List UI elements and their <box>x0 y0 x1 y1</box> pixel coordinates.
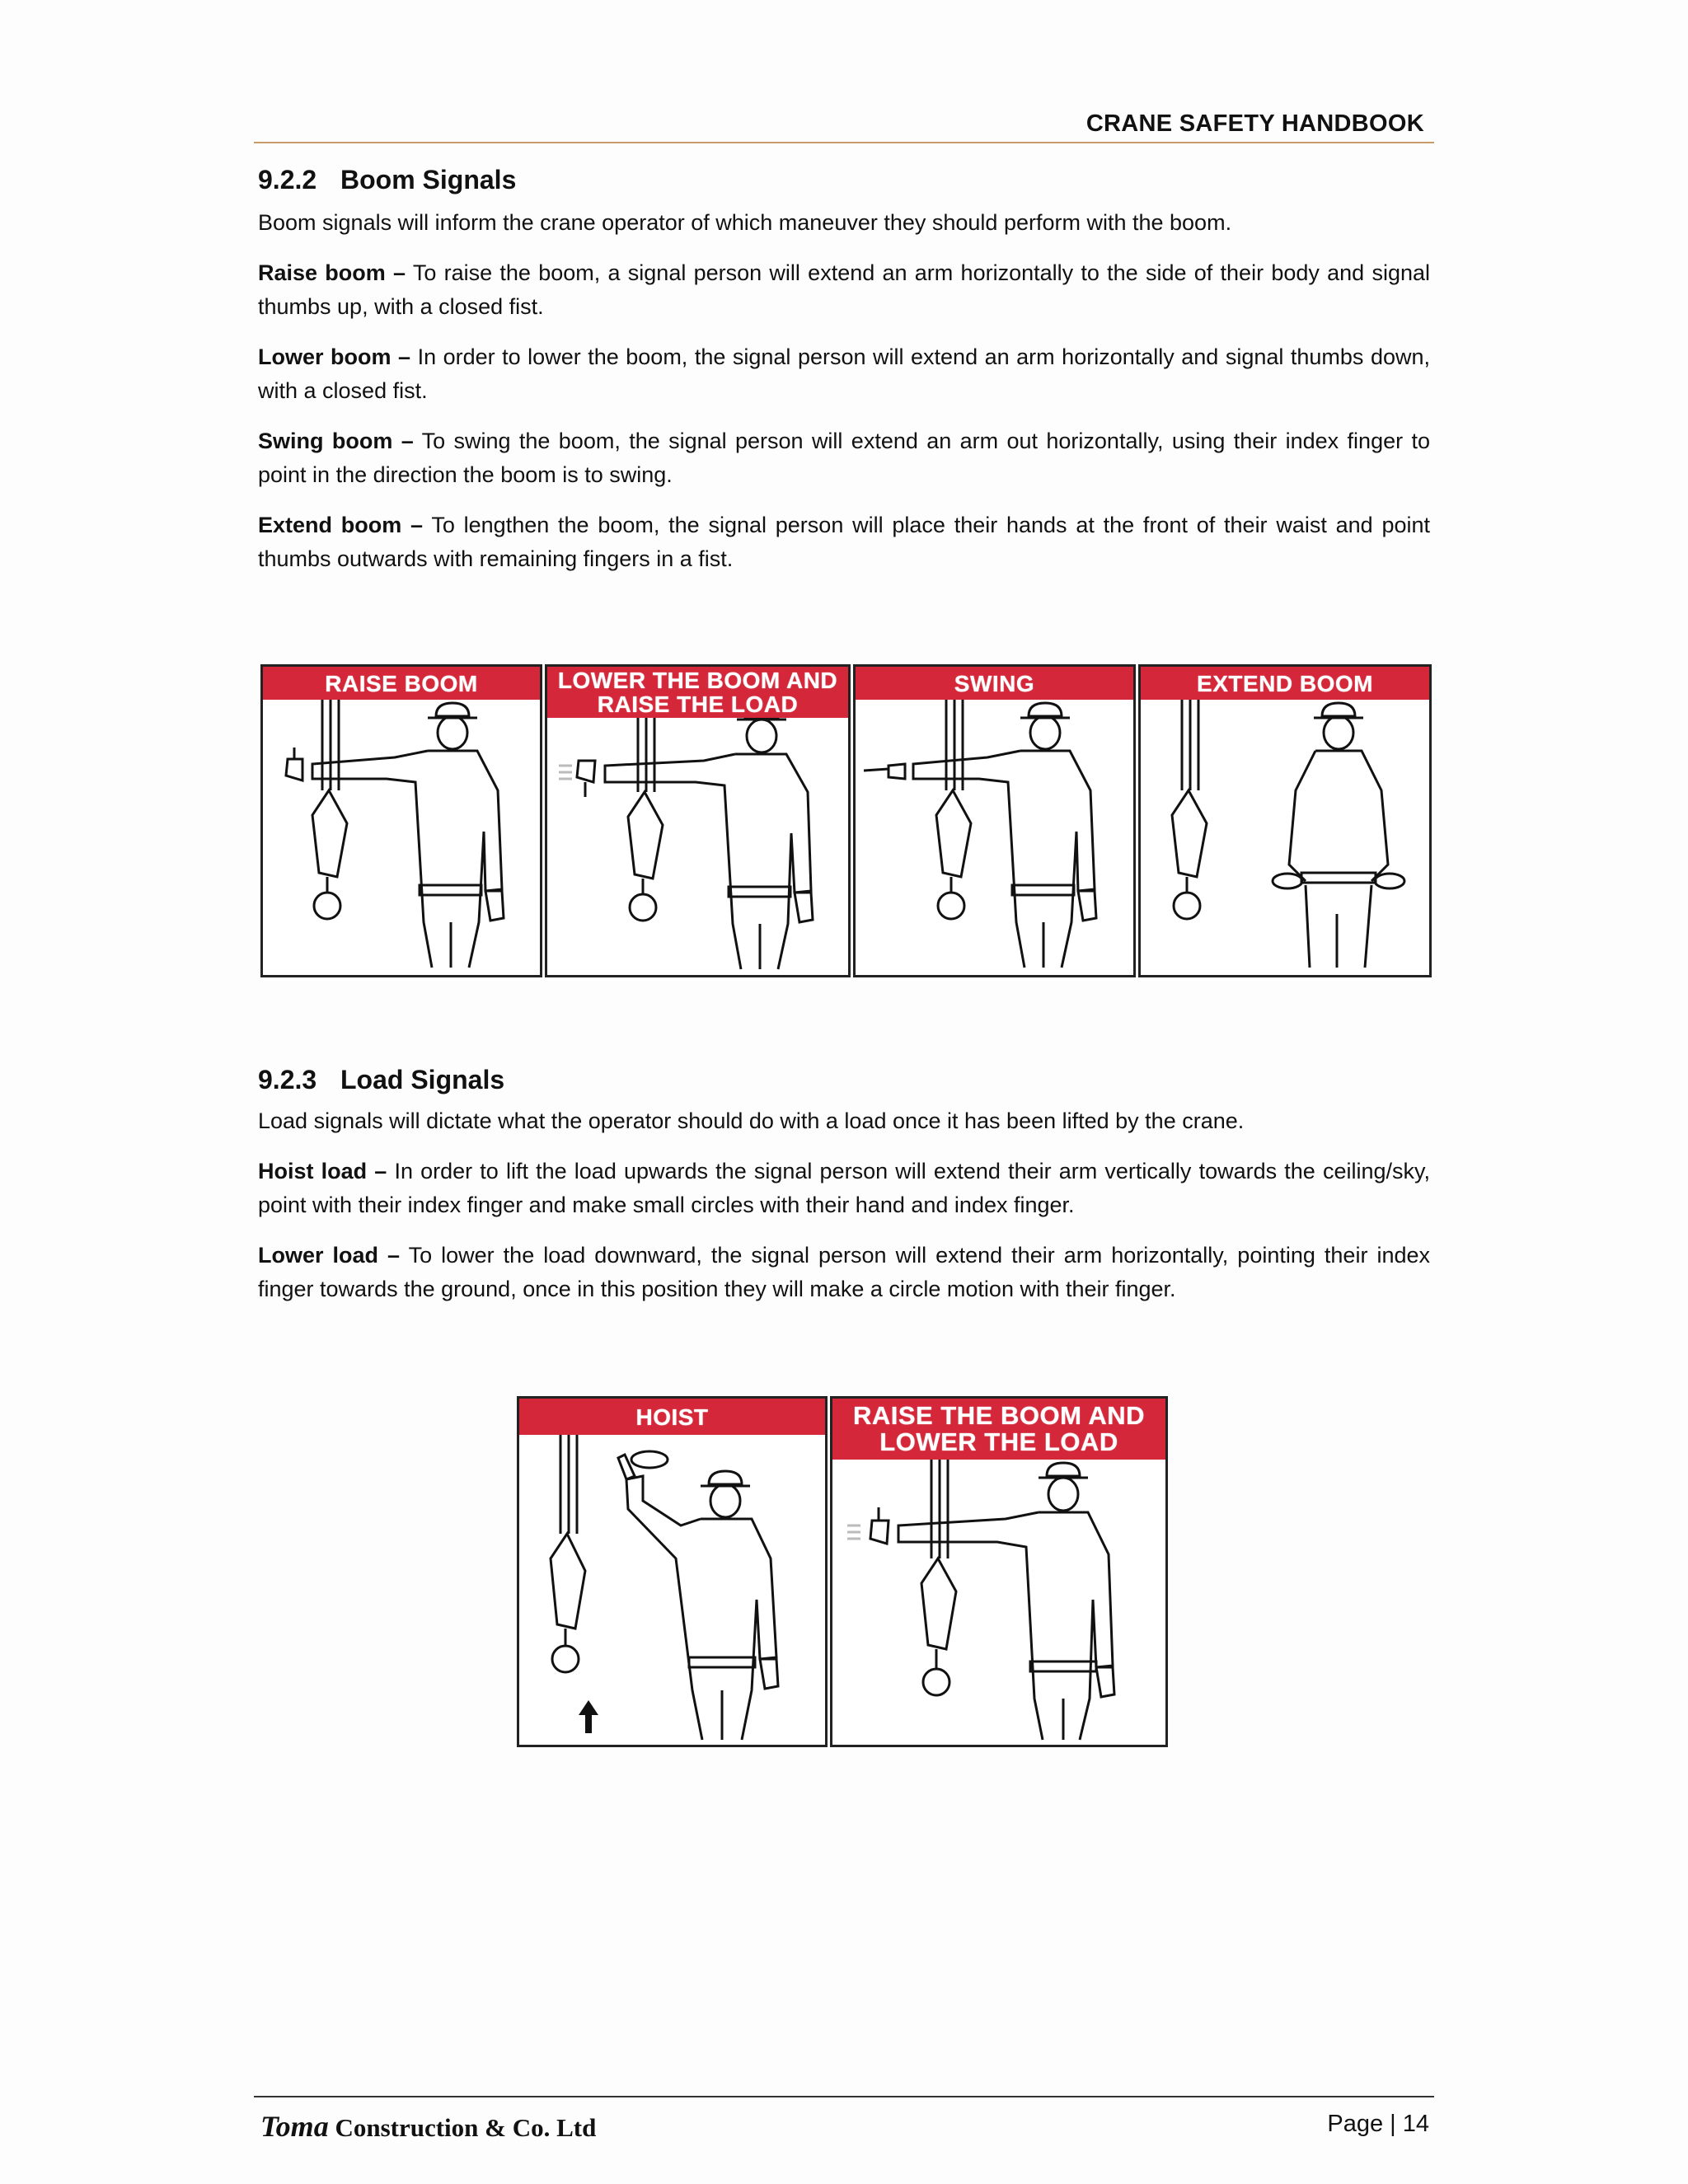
section-number: 9.2.2 <box>258 165 317 194</box>
page-header <box>254 105 1434 143</box>
raise-boom-lower-load-signal-figure <box>832 1460 1165 1745</box>
panel-label: SWING <box>856 667 1133 700</box>
lower-load-text: To lower the load downward, the signal person will extend their arm horizontally, pointing their index finger towards the ground, once in this position they will make a circle motion with their finger. <box>258 1243 1430 1301</box>
panel-hoist <box>517 1396 828 1747</box>
section-title: Boom Signals <box>340 165 517 194</box>
raise-boom-paragraph <box>258 256 1430 324</box>
company-suffix: Construction & Co. Ltd <box>328 2113 597 2142</box>
hoist-load-text: In order to lift the load upwards the signal person will extend their arm vertically towards the ceiling/sky, point with their index finger and make small circles with their hand and index finger. <box>258 1159 1430 1217</box>
section-title: Load Signals <box>340 1065 505 1094</box>
boom-signal-figures <box>260 664 1434 977</box>
extend-boom-signal-figure <box>1141 700 1429 975</box>
page-number: Page | 14 <box>1327 2111 1429 2137</box>
panel-label: RAISE BOOM <box>263 667 540 700</box>
swing-boom-paragraph <box>258 424 1430 492</box>
hoist-signal-figure <box>519 1435 825 1745</box>
lower-boom-term: Lower boom – <box>258 344 411 369</box>
load-intro: Load signals will dictate what the operator should do with a load once it has been lifted by the crane. <box>258 1108 1245 1133</box>
section-number: 9.2.3 <box>258 1065 317 1094</box>
panel-swing <box>853 664 1136 977</box>
lower-load-term: Lower load – <box>258 1243 401 1268</box>
hoist-load-paragraph <box>258 1155 1430 1222</box>
lower-boom-text: In order to lower the boom, the signal person will extend an arm horizontally and signal thumbs down, with a closed fist. <box>258 344 1430 403</box>
panel-extend-boom <box>1138 664 1432 977</box>
hoist-load-term: Hoist load – <box>258 1159 387 1183</box>
page-footer <box>254 2096 1434 2147</box>
lower-boom-signal-figure <box>547 718 848 975</box>
raise-boom-term: Raise boom – <box>258 260 406 285</box>
swing-boom-text: To swing the boom, the signal person will extend an arm out horizontally, using their index finger to point in the direction the boom is to swing. <box>258 429 1430 487</box>
section-heading-load-signals <box>258 1065 504 1095</box>
company-name <box>260 2109 596 2144</box>
panel-label: LOWER THE BOOM AND RAISE THE LOAD <box>547 667 848 718</box>
boom-intro: Boom signals will inform the crane operator of which maneuver they should perform with the boom. <box>258 210 1232 235</box>
panel-label: RAISE THE BOOM AND LOWER THE LOAD <box>832 1399 1165 1460</box>
raise-boom-signal-figure <box>263 700 540 975</box>
extend-boom-paragraph <box>258 509 1430 576</box>
swing-boom-term: Swing boom – <box>258 429 414 453</box>
extend-boom-term: Extend boom – <box>258 513 424 537</box>
section-heading-boom-signals <box>258 165 516 195</box>
panel-raise-boom-lower-load <box>830 1396 1168 1747</box>
raise-boom-text: To raise the boom, a signal person will extend an arm horizontally to the side of their body and signal thumbs up, with a closed fist. <box>258 260 1430 319</box>
panel-label: HOIST <box>519 1399 825 1435</box>
document-title: CRANE SAFETY HANDBOOK <box>1085 110 1424 137</box>
lower-load-paragraph <box>258 1239 1430 1306</box>
lower-boom-paragraph <box>258 340 1430 408</box>
panel-raise-boom <box>260 664 542 977</box>
panel-lower-boom-raise-load <box>545 664 851 977</box>
swing-signal-figure <box>856 700 1133 975</box>
extend-boom-text: To lengthen the boom, the signal person will place their hands at the front of their waist and point thumbs outwards with remaining fingers in a fist. <box>258 513 1430 571</box>
panel-label: EXTEND BOOM <box>1141 667 1429 700</box>
load-signal-figures <box>517 1396 1170 1747</box>
company-brand: Toma <box>260 2110 329 2143</box>
